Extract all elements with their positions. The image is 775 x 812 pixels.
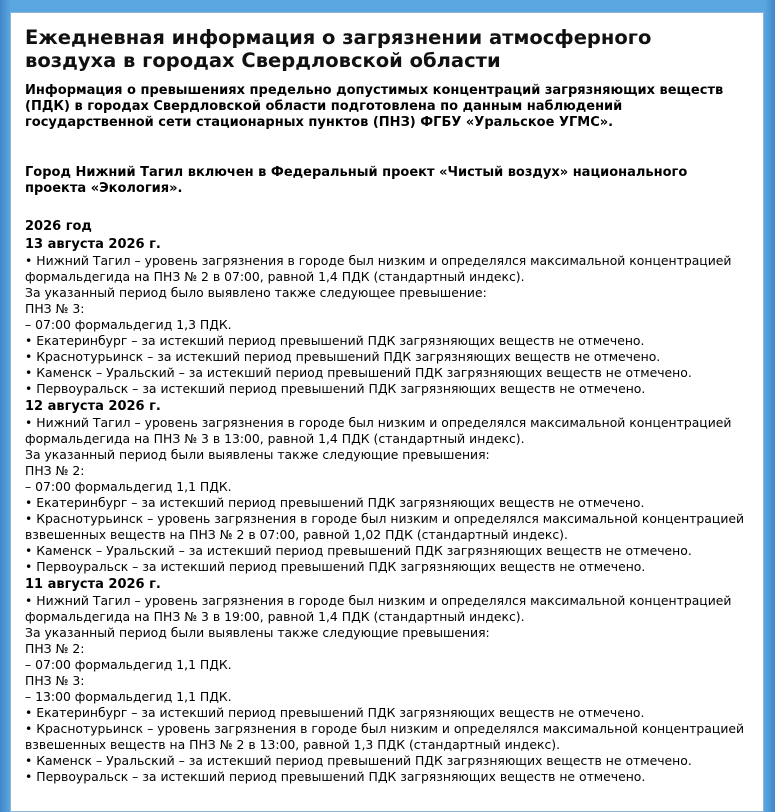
report-line: – 07:00 формальдегид 1,1 ПДК. bbox=[25, 657, 232, 672]
report-line: • Екатеринбург – за истекший период превышений ПДК загрязняющих веществ не отмечено. bbox=[25, 333, 645, 348]
daily-reports bbox=[25, 237, 749, 785]
report-line: • Краснотурьинск – уровень загрязнения в городе был низким и определялся максимальной концентрацией взвешенных веществ на ПНЗ № 2 в 07:00, равной 1,02 ПДК (стандартный индекс). bbox=[25, 511, 748, 542]
report-line: • Краснотурьинск – уровень загрязнения в городе был низким и определялся максимальной концентрацией взвешенных веществ на ПНЗ № 2 в 13:00, равной 1,3 ПДК (стандартный индекс). bbox=[25, 721, 748, 752]
daily-report bbox=[25, 237, 749, 397]
report-line: За указанный период было выявлено также следующее превышение: bbox=[25, 285, 487, 300]
report-date: 12 августа 2026 г. bbox=[25, 399, 161, 414]
report-line: • Первоуральск – за истекший период превышений ПДК загрязняющих веществ не отмечено. bbox=[25, 381, 646, 396]
article bbox=[11, 13, 763, 785]
daily-report bbox=[25, 399, 749, 575]
report-line: – 13:00 формальдегид 1,1 ПДК. bbox=[25, 689, 232, 704]
report-line: • Нижний Тагил – уровень загрязнения в городе был низким и определялся максимальной концентрацией формальдегида на ПНЗ № 3 в 13:00, равной 1,4 ПДК (стандартный индекс). bbox=[25, 415, 736, 446]
report-line: • Краснотурьинск – за истекший период превышений ПДК загрязняющих веществ не отмечено. bbox=[25, 349, 661, 364]
report-line: ПНЗ № 2: bbox=[25, 463, 85, 478]
report-line: – 07:00 формальдегид 1,1 ПДК. bbox=[25, 479, 232, 494]
report-line: • Первоуральск – за истекший период превышений ПДК загрязняющих веществ не отмечено. bbox=[25, 559, 646, 574]
year-heading: 2026 год bbox=[25, 219, 92, 234]
report-date: 11 августа 2026 г. bbox=[25, 577, 161, 592]
report-line: За указанный период были выявлены также следующие превышения: bbox=[25, 625, 490, 640]
report-line: • Каменск – Уральский – за истекший период превышений ПДК загрязняющих веществ не отмечено. bbox=[25, 365, 692, 380]
report-line: ПНЗ № 3: bbox=[25, 301, 85, 316]
report-line: • Первоуральск – за истекший период превышений ПДК загрязняющих веществ не отмечено. bbox=[25, 769, 646, 784]
report-line: • Каменск – Уральский – за истекший период превышений ПДК загрязняющих веществ не отмечено. bbox=[25, 753, 692, 768]
report-line: • Нижний Тагил – уровень загрязнения в городе был низким и определялся максимальной концентрацией формальдегида на ПНЗ № 3 в 19:00, равной 1,4 ПДК (стандартный индекс). bbox=[25, 593, 736, 624]
report-line: За указанный период были выявлены также следующие превышения: bbox=[25, 447, 490, 462]
report-line: • Екатеринбург – за истекший период превышений ПДК загрязняющих веществ не отмечено. bbox=[25, 495, 645, 510]
project-note: Город Нижний Тагил включен в Федеральный проект «Чистый воздух» национального проекта «Экология». bbox=[25, 165, 688, 196]
content-panel bbox=[10, 12, 764, 812]
page-title: Ежедневная информация о загрязнении атмосферного воздуха в городах Свердловской области bbox=[25, 26, 652, 72]
report-line: ПНЗ № 3: bbox=[25, 673, 85, 688]
daily-report bbox=[25, 577, 749, 785]
report-date: 13 августа 2026 г. bbox=[25, 237, 161, 252]
report-line: ПНЗ № 2: bbox=[25, 641, 85, 656]
report-line: • Каменск – Уральский – за истекший период превышений ПДК загрязняющих веществ не отмечено. bbox=[25, 543, 692, 558]
report-line: – 07:00 формальдегид 1,3 ПДК. bbox=[25, 317, 232, 332]
report-line: • Екатеринбург – за истекший период превышений ПДК загрязняющих веществ не отмечено. bbox=[25, 705, 645, 720]
report-line: • Нижний Тагил – уровень загрязнения в городе был низким и определялся максимальной концентрацией формальдегида на ПНЗ № 2 в 07:00, равной 1,4 ПДК (стандартный индекс). bbox=[25, 253, 736, 284]
intro-paragraph: Информация о превышениях предельно допустимых концентраций загрязняющих веществ (ПДК) в городах Свердловской области подготовлена по данным наблюдений государственной сети стационарных пунктов (ПНЗ) ФГБУ «Уральское УГМС». bbox=[25, 83, 724, 130]
